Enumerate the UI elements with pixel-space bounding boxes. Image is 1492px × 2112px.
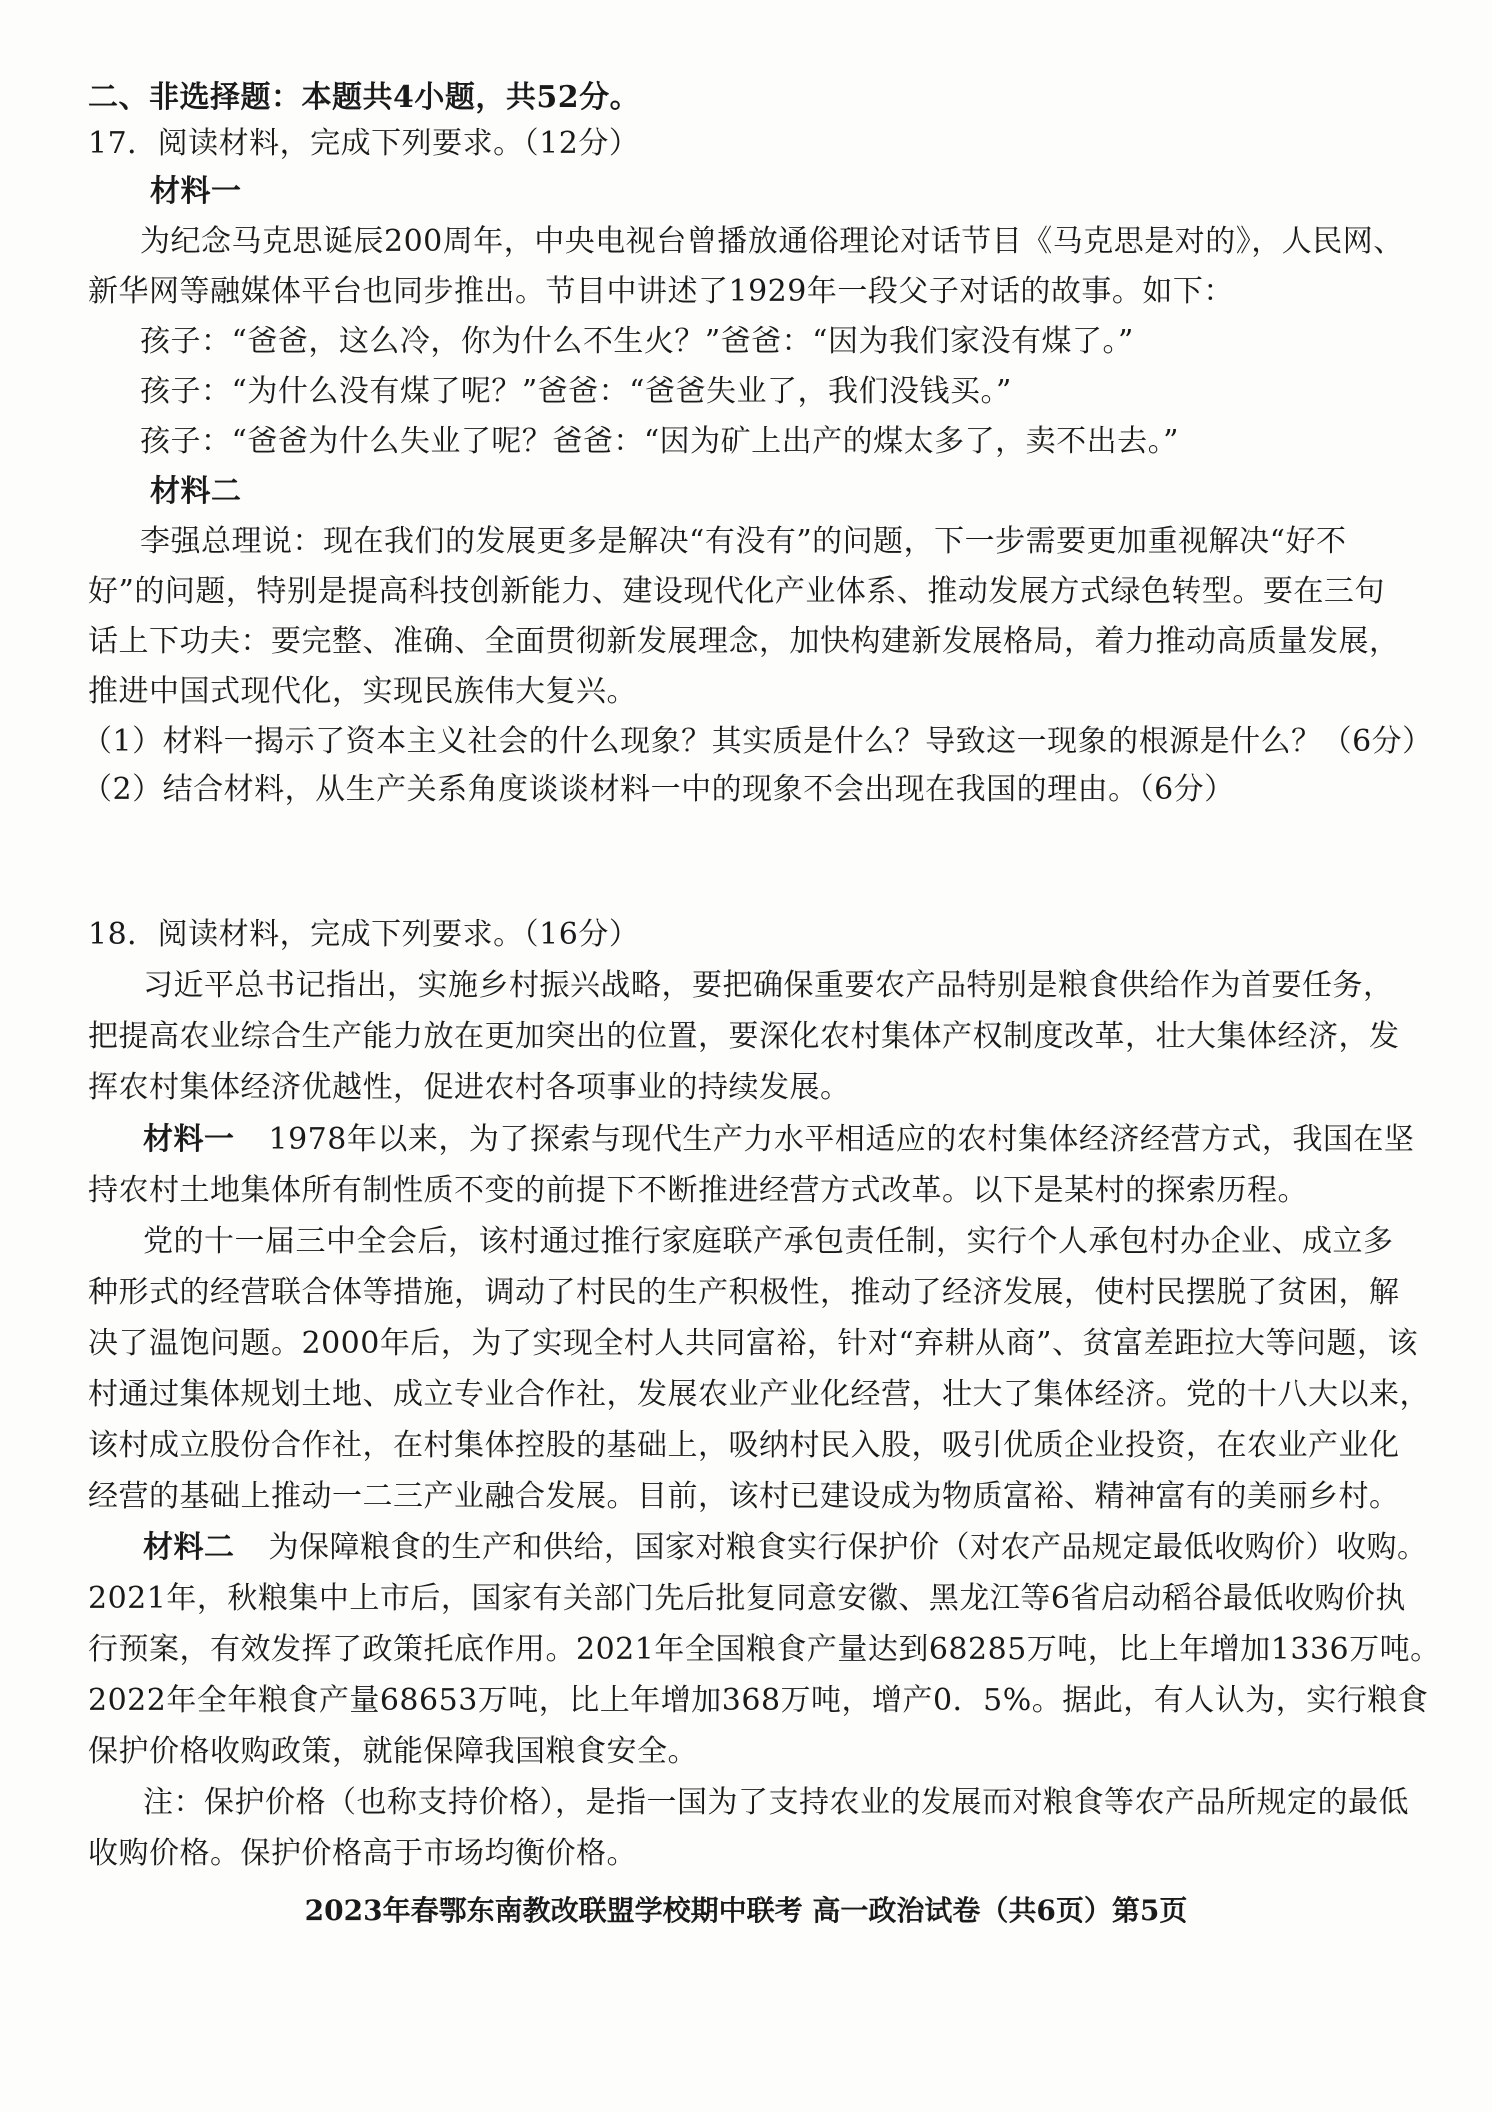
q18-intro-line: 习近平总书记指出，实施乡村振兴战略，要把确保重要农产品特别是粮食供给作为首要任务， — [143, 968, 1394, 1003]
q18-material2-line: 行预案，有效发挥了政策托底作用。2021年全国粮食产量达到68285万吨，比上年增加1336万吨。 — [88, 1632, 1441, 1667]
q18-material2-line: 保护价格收购政策，就能保障我国粮食安全。 — [88, 1734, 698, 1769]
q18-material2-first-line — [143, 1528, 1443, 1568]
q18-material2-text: 为保障粮食的生产和供给，国家对粮食实行保护价（对农产品规定最低收购价）收购。 — [268, 1530, 1428, 1565]
q17-material1-line: 孩子：“爸爸，这么冷，你为什么不生火？”爸爸：“因为我们家没有煤了。” — [140, 324, 1134, 359]
q17-material2-line: 推进中国式现代化，实现民族伟大复兴。 — [88, 674, 637, 709]
q18-material1-first-line — [143, 1120, 1443, 1160]
q18-material1-label: 材料一 — [143, 1122, 235, 1157]
q17-material1-line: 孩子：“为什么没有煤了呢？”爸爸：“爸爸失业了，我们没钱买。” — [140, 374, 1012, 409]
q17-material1-line: 为纪念马克思诞辰200周年，中央电视台曾播放通俗理论对话节目《马克思是对的》，人民网、 — [140, 224, 1404, 259]
q17-material2-line: 李强总理说：现在我们的发展更多是解决“有没有”的问题，下一步需要更加重视解决“好不 — [140, 524, 1347, 559]
q17-material1-line: 新华网等融媒体平台也同步推出。节目中讲述了1929年一段父子对话的故事。如下： — [88, 274, 1234, 309]
q18-material1-line: 经营的基础上推动一二三产业融合发展。目前，该村已建设成为物质富裕、精神富有的美丽乡村。 — [88, 1479, 1400, 1514]
q17-title: 17．阅读材料，完成下列要求。（12分） — [88, 126, 640, 161]
q17-material2-line: 话上下功夫：要完整、准确、全面贯彻新发展理念，加快构建新发展格局，着力推动高质量发展， — [88, 624, 1400, 659]
q17-subquestion-1: （1）材料一揭示了资本主义社会的什么现象？其实质是什么？导致这一现象的根源是什么？（6分） — [82, 724, 1433, 759]
q17-material1-line: 孩子：“爸爸为什么失业了呢？爸爸：“因为矿上出产的煤太多了，卖不出去。” — [140, 424, 1180, 459]
section-heading: 二、非选择题：本题共4小题，共52分。 — [88, 80, 641, 115]
q18-material1-line: 该村成立股份合作社，在村集体控股的基础上，吸纳村民入股，吸引优质企业投资，在农业产业化 — [88, 1428, 1400, 1463]
q18-material1-line: 决了温饱问题。2000年后，为了实现全村人共同富裕，针对“弃耕从商”、贫富差距拉大等问题，该 — [88, 1326, 1419, 1361]
q18-material2-line: 2022年全年粮食产量68653万吨，比上年增加368万吨，增产0．5%。据此，有人认为，实行粮食 — [88, 1683, 1429, 1718]
q17-subquestion-2: （2）结合材料，从生产关系角度谈谈材料一中的现象不会出现在我国的理由。（6分） — [82, 772, 1235, 807]
q18-material2-line: 2021年，秋粮集中上市后，国家有关部门先后批复同意安徽、黑龙江等6省启动稻谷最低收购价执 — [88, 1581, 1406, 1616]
q18-intro-line: 挥农村集体经济优越性，促进农村各项事业的持续发展。 — [88, 1070, 851, 1105]
q17-material2-line: 好”的问题，特别是提高科技创新能力、建设现代化产业体系、推动发展方式绿色转型。要在三句 — [88, 574, 1385, 609]
q18-title: 18．阅读材料，完成下列要求。（16分） — [88, 917, 640, 952]
page-footer: 2023年春鄂东南教改联盟学校期中联考 高一政治试卷（共6页）第5页 — [304, 1894, 1188, 1927]
q18-material1-line: 党的十一届三中全会后，该村通过推行家庭联产承包责任制，实行个人承包村办企业、成立多 — [143, 1224, 1394, 1259]
q17-material2-label: 材料二 — [150, 474, 242, 509]
q18-note-line: 收购价格。保护价格高于市场均衡价格。 — [88, 1836, 637, 1871]
q18-intro-line: 把提高农业综合生产能力放在更加突出的位置，要深化农村集体产权制度改革，壮大集体经济，发 — [88, 1019, 1400, 1054]
q17-material1-label: 材料一 — [150, 174, 242, 209]
q18-material1-line: 村通过集体规划土地、成立专业合作社，发展农业产业化经营，壮大了集体经济。党的十八大以来， — [88, 1377, 1430, 1412]
q18-note-line: 注：保护价格（也称支持价格），是指一国为了支持农业的发展而对粮食等农产品所规定的最低 — [143, 1785, 1409, 1820]
q18-material1-line: 种形式的经营联合体等措施，调动了村民的生产积极性，推动了经济发展，使村民摆脱了贫困，解 — [88, 1275, 1400, 1310]
q18-material1-text: 1978年以来，为了探索与现代生产力水平相适应的农村集体经济经营方式，我国在坚 — [268, 1122, 1415, 1157]
q18-material1-line: 持农村土地集体所有制性质不变的前提下不断推进经营方式改革。以下是某村的探索历程。 — [88, 1173, 1308, 1208]
q18-material2-label: 材料二 — [143, 1530, 235, 1565]
